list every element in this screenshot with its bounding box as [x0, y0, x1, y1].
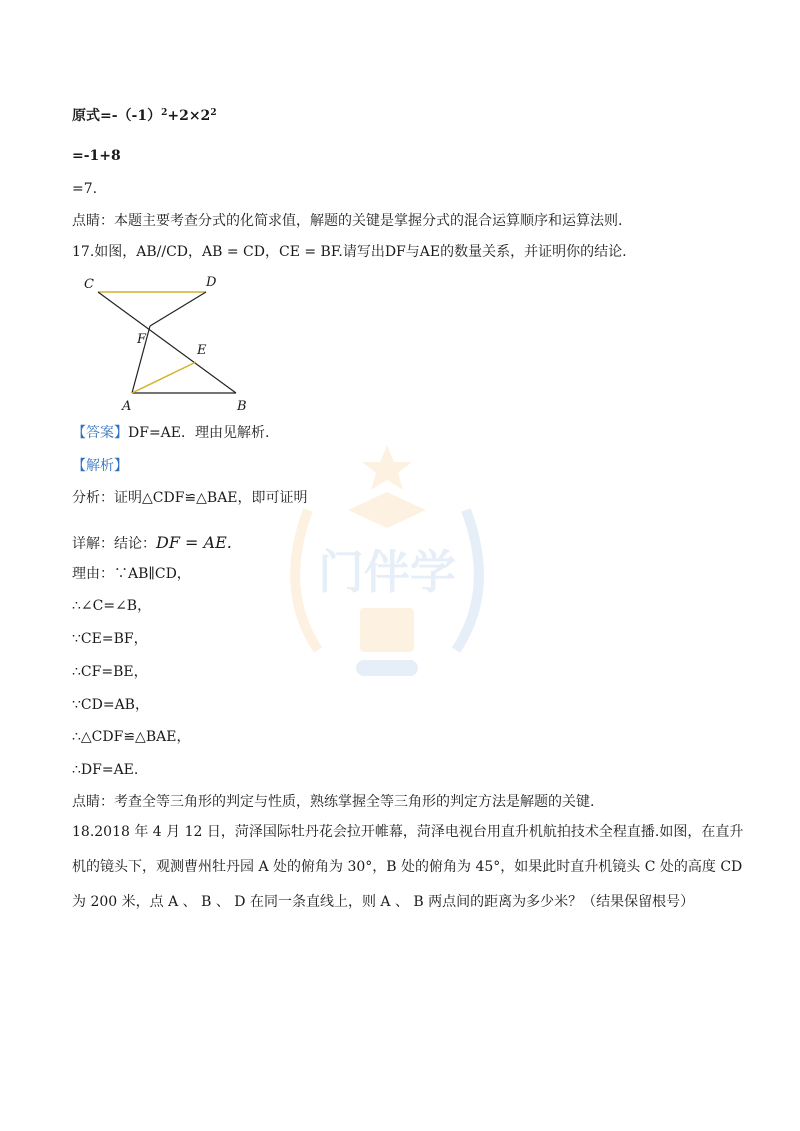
- question-18: 为 200 米，点 A 、 B 、 D 在同一条直线上，则 A 、 B 两点间的距离为多少米？（结果保留根号）: [72, 894, 695, 910]
- segment-df: [150, 292, 206, 326]
- exponent: 2: [210, 108, 217, 118]
- point-f-label: F: [137, 332, 147, 347]
- answer-tag: 【答案】: [72, 425, 128, 441]
- watermark-logo: [278, 440, 496, 700]
- question-17: 17.如图，AB//CD，AB = CD，CE = BF.请写出DF与AE的数量关系，并证明你的结论.: [72, 244, 627, 260]
- segment-ae: [132, 362, 196, 393]
- segment-cb: [98, 292, 236, 393]
- proof-line: 理由：∵AB∥CD，: [72, 566, 191, 582]
- expr-part: +2×2: [167, 108, 211, 124]
- conclusion-formula: DF = AE.: [156, 533, 232, 552]
- analysis-tag: 【解析】: [72, 458, 128, 474]
- question-18: 18.2018 年 4 月 12 日，菏泽国际牡丹花会拉开帷幕，菏泽电视台用直升机航拍技术全程直播.如图，在直升: [72, 824, 744, 840]
- answer-line: [72, 425, 269, 442]
- comment-line: 点睛：本题主要考查分式的化简求值，解题的关键是掌握分式的混合运算顺序和运算法则.: [72, 213, 623, 229]
- proof-line: ∴△CDF≌△BAE，: [72, 729, 191, 745]
- exponent: 2: [161, 108, 168, 118]
- expr-part: 原式=-（-1）: [72, 108, 162, 124]
- point-e-label: E: [197, 343, 207, 358]
- step-line: =-1+8: [72, 148, 121, 164]
- answer-text: DF=AE．理由见解析.: [128, 425, 270, 441]
- proof-line: ∴CF=BE，: [72, 664, 148, 680]
- expression-line: [72, 108, 217, 125]
- point-c-label: C: [84, 277, 94, 292]
- point-b-label: B: [237, 399, 247, 414]
- detail-conclusion: [72, 533, 232, 553]
- comment-line: 点睛：考查全等三角形的判定与性质，熟练掌握全等三角形的判定方法是解题的关键.: [72, 794, 595, 810]
- question-18: 机的镜头下，观测曹州牡丹园 A 处的俯角为 30°，B 处的俯角为 45°，如果此时直升机镜头 C 处的高度 CD: [72, 859, 743, 875]
- point-a-label: A: [122, 399, 132, 414]
- watermark-text: 门伴学: [318, 545, 456, 599]
- proof-line: ∴DF=AE.: [72, 762, 139, 778]
- analysis-line: 分析：证明△CDF≌△BAE，即可证明: [72, 490, 308, 506]
- geometry-figure: [82, 270, 262, 418]
- proof-line: ∵CE=BF，: [72, 631, 148, 647]
- point-d-label: D: [206, 275, 217, 290]
- proof-line: ∵CD=AB，: [72, 697, 149, 713]
- proof-line: ∴∠C=∠B，: [72, 598, 152, 614]
- detail-label: 详解：结论：: [72, 536, 156, 552]
- result-line: =7.: [72, 181, 98, 197]
